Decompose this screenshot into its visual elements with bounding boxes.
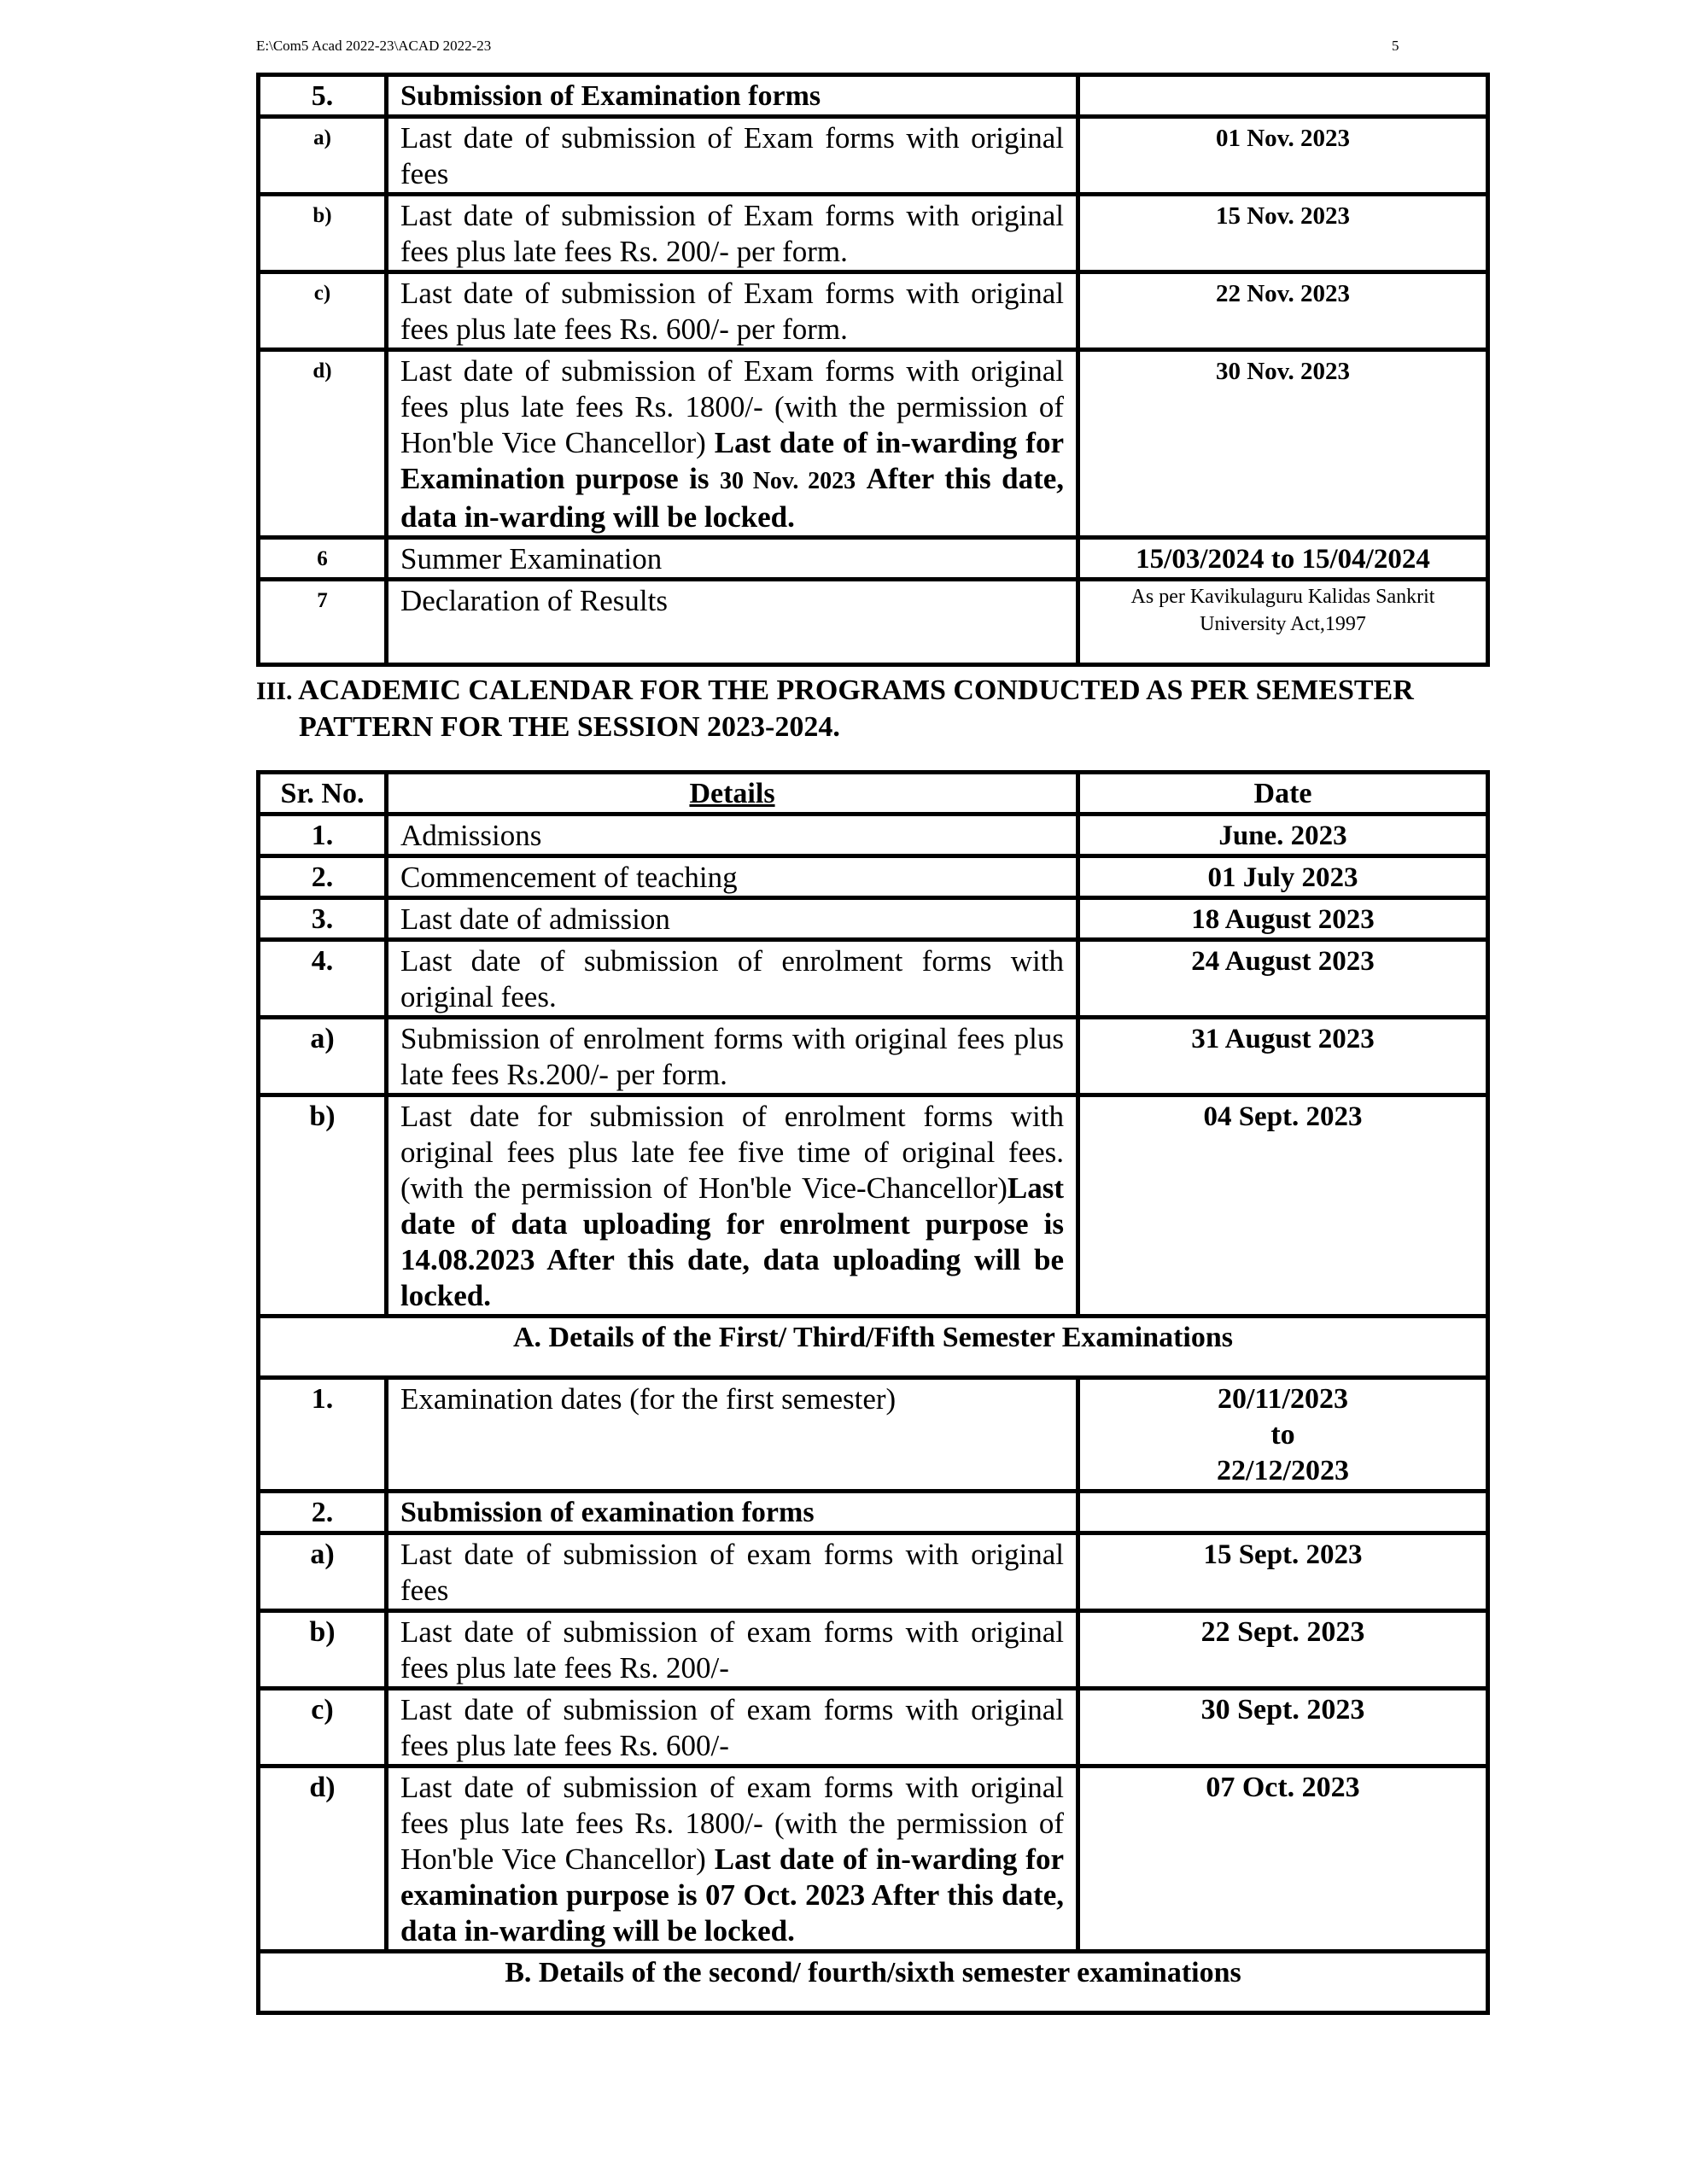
table-row xyxy=(259,940,1488,1018)
sr-cell: 6 xyxy=(259,538,387,580)
sr-cell: b) xyxy=(259,1611,387,1689)
details-cell: Submission of enrolment forms with original fees plus late fees Rs.200/- per form. xyxy=(387,1018,1078,1095)
details-cell: Last date of admission xyxy=(387,898,1078,940)
section-number: III. xyxy=(256,677,293,705)
date-cell xyxy=(1078,1378,1488,1492)
date-cell: 15 Nov. 2023 xyxy=(1078,195,1488,272)
date-cell: 01 July 2023 xyxy=(1078,856,1488,898)
details-cell: Last date of submission of Exam forms with original fees plus late fees Rs. 200/- per form. xyxy=(387,195,1078,272)
details-cell: Submission of Examination forms xyxy=(387,75,1078,117)
date-cell: 07 Oct. 2023 xyxy=(1078,1766,1488,1952)
table-row xyxy=(259,75,1488,117)
table-row xyxy=(259,1533,1488,1611)
date-cell xyxy=(1078,580,1488,665)
details-cell xyxy=(387,350,1078,538)
sr-cell: a) xyxy=(259,1018,387,1095)
details-cell: Declaration of Results xyxy=(387,580,1078,665)
date-cell: 24 August 2023 xyxy=(1078,940,1488,1018)
details-cell xyxy=(387,1766,1078,1952)
col-header-sr: Sr. No. xyxy=(259,773,387,815)
sr-cell: 7 xyxy=(259,580,387,665)
details-bold-text: Last date of in-warding for Examination purpose is xyxy=(400,426,1064,495)
details-bold-text: Last date of data uploading for enrolment purpose is 14.08.2023 After this date, data uploading will be locked. xyxy=(400,1171,1064,1312)
section-row xyxy=(259,1317,1488,1378)
table-row xyxy=(259,1492,1488,1533)
page-number: 5 xyxy=(1392,38,1399,54)
details-cell: Last date of submission of Exam forms with original fees xyxy=(387,117,1078,195)
date-cell: 31 August 2023 xyxy=(1078,1018,1488,1095)
date-cell: 01 Nov. 2023 xyxy=(1078,117,1488,195)
date-cell: 15/03/2024 to 15/04/2024 xyxy=(1078,538,1488,580)
date-cell: 22 Sept. 2023 xyxy=(1078,1611,1488,1689)
section-title-line1: ACADEMIC CALENDAR FOR THE PROGRAMS CONDUCTED AS PER SEMESTER xyxy=(298,674,1414,706)
details-cell xyxy=(387,1095,1078,1317)
sr-cell: 1. xyxy=(259,1378,387,1492)
details-bold-text: After this date, data in-warding will be locked. xyxy=(400,462,1065,534)
details-text: Last date of submission of Exam forms with original fees plus late fees Rs. 1800/- (with the permission of Hon'ble Vice Chancellor) xyxy=(400,354,1064,459)
table-row xyxy=(259,1018,1488,1095)
sr-cell: b) xyxy=(259,1095,387,1317)
details-cell: Last date of submission of Exam forms with original fees plus late fees Rs. 600/- per form. xyxy=(387,272,1078,350)
table-row xyxy=(259,898,1488,940)
sr-cell: d) xyxy=(259,1766,387,1952)
sr-cell: 4. xyxy=(259,940,387,1018)
section-heading xyxy=(256,673,1486,745)
table-row xyxy=(259,815,1488,856)
details-text: Last date of submission of exam forms with original fees plus late fees Rs. 1800/- (with the permission of Hon'ble Vice Chancellor) xyxy=(400,1771,1064,1876)
date-cell: 30 Nov. 2023 xyxy=(1078,350,1488,538)
exam-forms-table xyxy=(256,73,1490,667)
date-cell: 18 August 2023 xyxy=(1078,898,1488,940)
section-row xyxy=(259,1952,1488,2013)
details-cell: Last date of submission of enrolment forms with original fees. xyxy=(387,940,1078,1018)
file-path-header: E:\Com5 Acad 2022-23\ACAD 2022-23 xyxy=(256,38,492,54)
date-to-word: to xyxy=(1270,1419,1295,1451)
details-cell: Last date of submission of exam forms with original fees plus late fees Rs. 200/- xyxy=(387,1611,1078,1689)
date-cell xyxy=(1078,75,1488,117)
details-bold-date: 30 Nov. 2023 xyxy=(719,468,856,494)
date-cell: June. 2023 xyxy=(1078,815,1488,856)
table-row xyxy=(259,1611,1488,1689)
date-note-line: As per Kavikulaguru Kalidas Sankrit xyxy=(1130,586,1435,608)
section-b-title: B. Details of the second/ fourth/sixth semester examinations xyxy=(259,1952,1488,2013)
date-cell: 30 Sept. 2023 xyxy=(1078,1689,1488,1766)
sr-cell: a) xyxy=(259,1533,387,1611)
table-row xyxy=(259,538,1488,580)
sr-cell: b) xyxy=(259,195,387,272)
col-header-details: Details xyxy=(387,773,1078,815)
table-row xyxy=(259,117,1488,195)
details-cell: Submission of examination forms xyxy=(387,1492,1078,1533)
details-bold-text: Last date of in-warding for examination purpose is 07 Oct. 2023 After this date, data in-warding will be locked. xyxy=(400,1842,1064,1947)
sr-cell: c) xyxy=(259,1689,387,1766)
table-row xyxy=(259,272,1488,350)
details-text: Last date for submission of enrolment forms with original fees plus late fee five time of original fees. (with the permission of Hon'ble Vice-Chancellor) xyxy=(400,1100,1064,1205)
details-cell: Examination dates (for the first semester) xyxy=(387,1378,1078,1492)
sr-cell: 3. xyxy=(259,898,387,940)
table-row xyxy=(259,1689,1488,1766)
table-row xyxy=(259,1095,1488,1317)
table-row xyxy=(259,195,1488,272)
section-a-title: A. Details of the First/ Third/Fifth Semester Examinations xyxy=(259,1317,1488,1378)
table-row xyxy=(259,350,1488,538)
date-note-line: University Act,1997 xyxy=(1200,613,1366,635)
sr-cell: c) xyxy=(259,272,387,350)
sr-cell: 1. xyxy=(259,815,387,856)
sr-cell: 5. xyxy=(259,75,387,117)
details-cell: Last date of submission of exam forms with original fees xyxy=(387,1533,1078,1611)
sr-cell: d) xyxy=(259,350,387,538)
table-row xyxy=(259,1378,1488,1492)
sr-cell: a) xyxy=(259,117,387,195)
date-cell xyxy=(1078,1492,1488,1533)
date-to: 22/12/2023 xyxy=(1217,1455,1349,1486)
date-cell: 15 Sept. 2023 xyxy=(1078,1533,1488,1611)
details-cell: Last date of submission of exam forms with original fees plus late fees Rs. 600/- xyxy=(387,1689,1078,1766)
table-row xyxy=(259,856,1488,898)
date-cell: 22 Nov. 2023 xyxy=(1078,272,1488,350)
sr-cell: 2. xyxy=(259,856,387,898)
header-row xyxy=(259,773,1488,815)
details-cell: Commencement of teaching xyxy=(387,856,1078,898)
section-title-line2: PATTERN FOR THE SESSION 2023-2024. xyxy=(299,711,840,743)
table-row xyxy=(259,1766,1488,1952)
date-cell: 04 Sept. 2023 xyxy=(1078,1095,1488,1317)
details-cell: Summer Examination xyxy=(387,538,1078,580)
table-row xyxy=(259,580,1488,665)
col-header-date: Date xyxy=(1078,773,1488,815)
semester-calendar-table xyxy=(256,770,1490,2015)
details-cell: Admissions xyxy=(387,815,1078,856)
sr-cell: 2. xyxy=(259,1492,387,1533)
date-from: 20/11/2023 xyxy=(1217,1383,1349,1415)
